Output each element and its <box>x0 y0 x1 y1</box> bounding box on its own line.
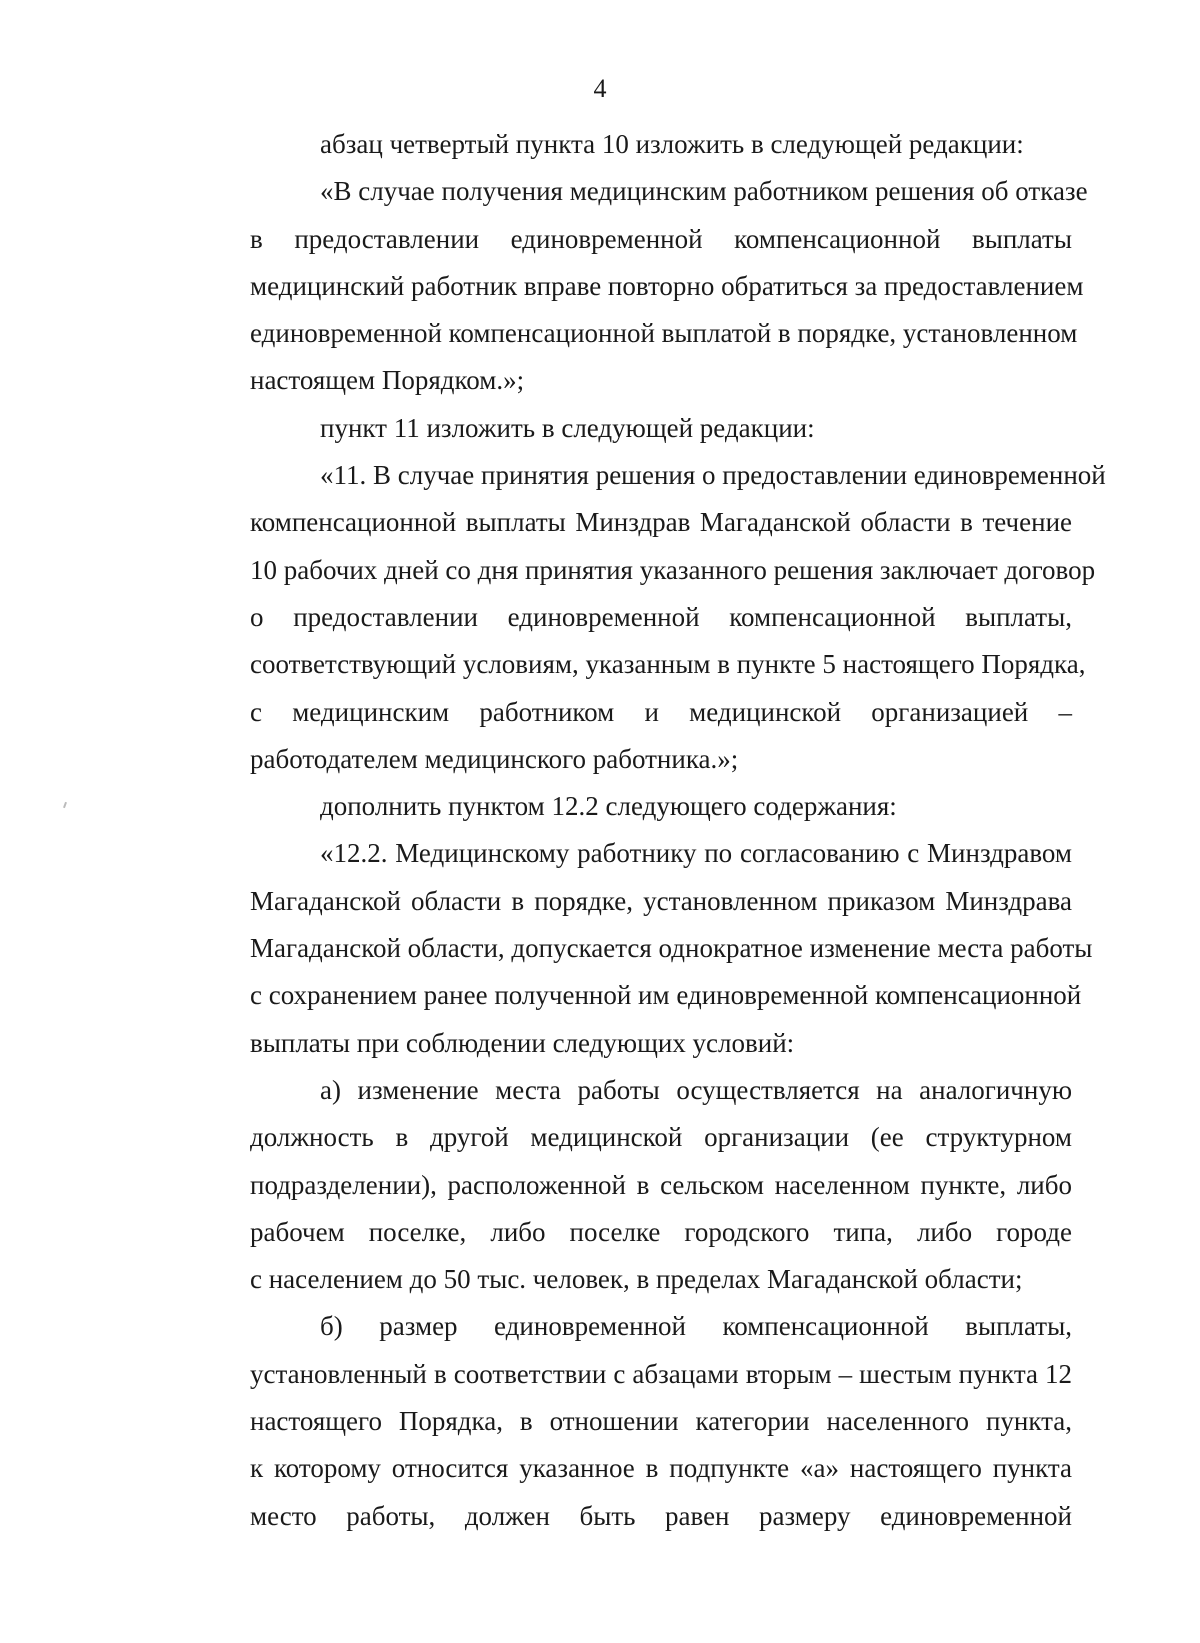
text-line: а) изменение места работы осуществляется на аналогичную <box>320 1074 1072 1105</box>
paragraph <box>180 783 1072 830</box>
text-line: Магаданской области, допускается однократное изменение места работы <box>250 933 1093 964</box>
text-line: «11. В случае принятия решения о предоставлении единовременной <box>320 460 1106 491</box>
text-line: подразделении), расположенной в сельском населенном пункте, либо <box>250 1169 1072 1200</box>
paragraph <box>180 830 1093 1066</box>
text-line: рабочем поселке, либо поселке городского типа, либо городе <box>250 1216 1072 1247</box>
text-line: компенсационной выплаты Минздрав Магаданской области в течение <box>250 507 1072 538</box>
text-line: с сохранением ранее полученной им единовременной компенсационной <box>250 980 1082 1011</box>
document-body <box>180 121 1106 1540</box>
text-line: в предоставлении единовременной компенсационной выплаты <box>250 223 1072 254</box>
text-line: место работы, должен быть равен размеру единовременной <box>250 1500 1072 1531</box>
text-line: «12.2. Медицинскому работнику по согласованию с Минздравом <box>320 838 1072 869</box>
paragraph <box>180 1303 1072 1539</box>
scan-artifact <box>63 802 67 808</box>
text-line: Магаданской области в порядке, установленном приказом Минздрава <box>250 885 1072 916</box>
text-line: с медицинским работником и медицинской организацией – <box>250 696 1072 727</box>
text-line: установленный в соответствии с абзацами вторым – шестым пункта 12 <box>250 1358 1072 1389</box>
text-line: с населением до 50 тыс. человек, в пределах Магаданской области; <box>250 1264 1023 1295</box>
text-line: 10 рабочих дней со дня принятия указанного решения заключает договор <box>250 554 1096 585</box>
paragraph <box>180 168 1088 404</box>
text-line: единовременной компенсационной выплатой в порядке, установленном <box>250 318 1078 349</box>
text-line: «В случае получения медицинским работником решения об отказе <box>320 176 1088 207</box>
page-number: 4 <box>593 74 607 103</box>
paragraph <box>180 405 1072 452</box>
text-line: работодателем медицинского работника.»; <box>250 743 739 774</box>
text-line: настоящем Порядком.»; <box>250 365 525 396</box>
paragraph <box>180 1067 1072 1303</box>
text-line: абзац четвертый пункта 10 изложить в следующей редакции: <box>320 129 1024 159</box>
text-line: пункт 11 изложить в следующей редакции: <box>320 412 815 443</box>
text-line: б) размер единовременной компенсационной выплаты, <box>320 1311 1072 1342</box>
text-line: должность в другой медицинской организации (ее структурном <box>250 1122 1072 1153</box>
text-line: настоящего Порядка, в отношении категории населенного пункта, <box>250 1406 1072 1437</box>
text-line: о предоставлении единовременной компенсационной выплаты, <box>250 601 1072 632</box>
paragraph <box>180 121 1072 168</box>
paragraph <box>180 452 1106 783</box>
text-line: дополнить пунктом 12.2 следующего содержания: <box>320 791 897 822</box>
text-line: соответствующий условиям, указанным в пункте 5 настоящего Порядка, <box>250 649 1086 680</box>
text-line: медицинский работник вправе повторно обратиться за предоставлением <box>250 270 1084 301</box>
text-line: к которому относится указанное в подпункте «а» настоящего пункта <box>250 1453 1072 1484</box>
text-line: выплаты при соблюдении следующих условий: <box>250 1027 795 1058</box>
